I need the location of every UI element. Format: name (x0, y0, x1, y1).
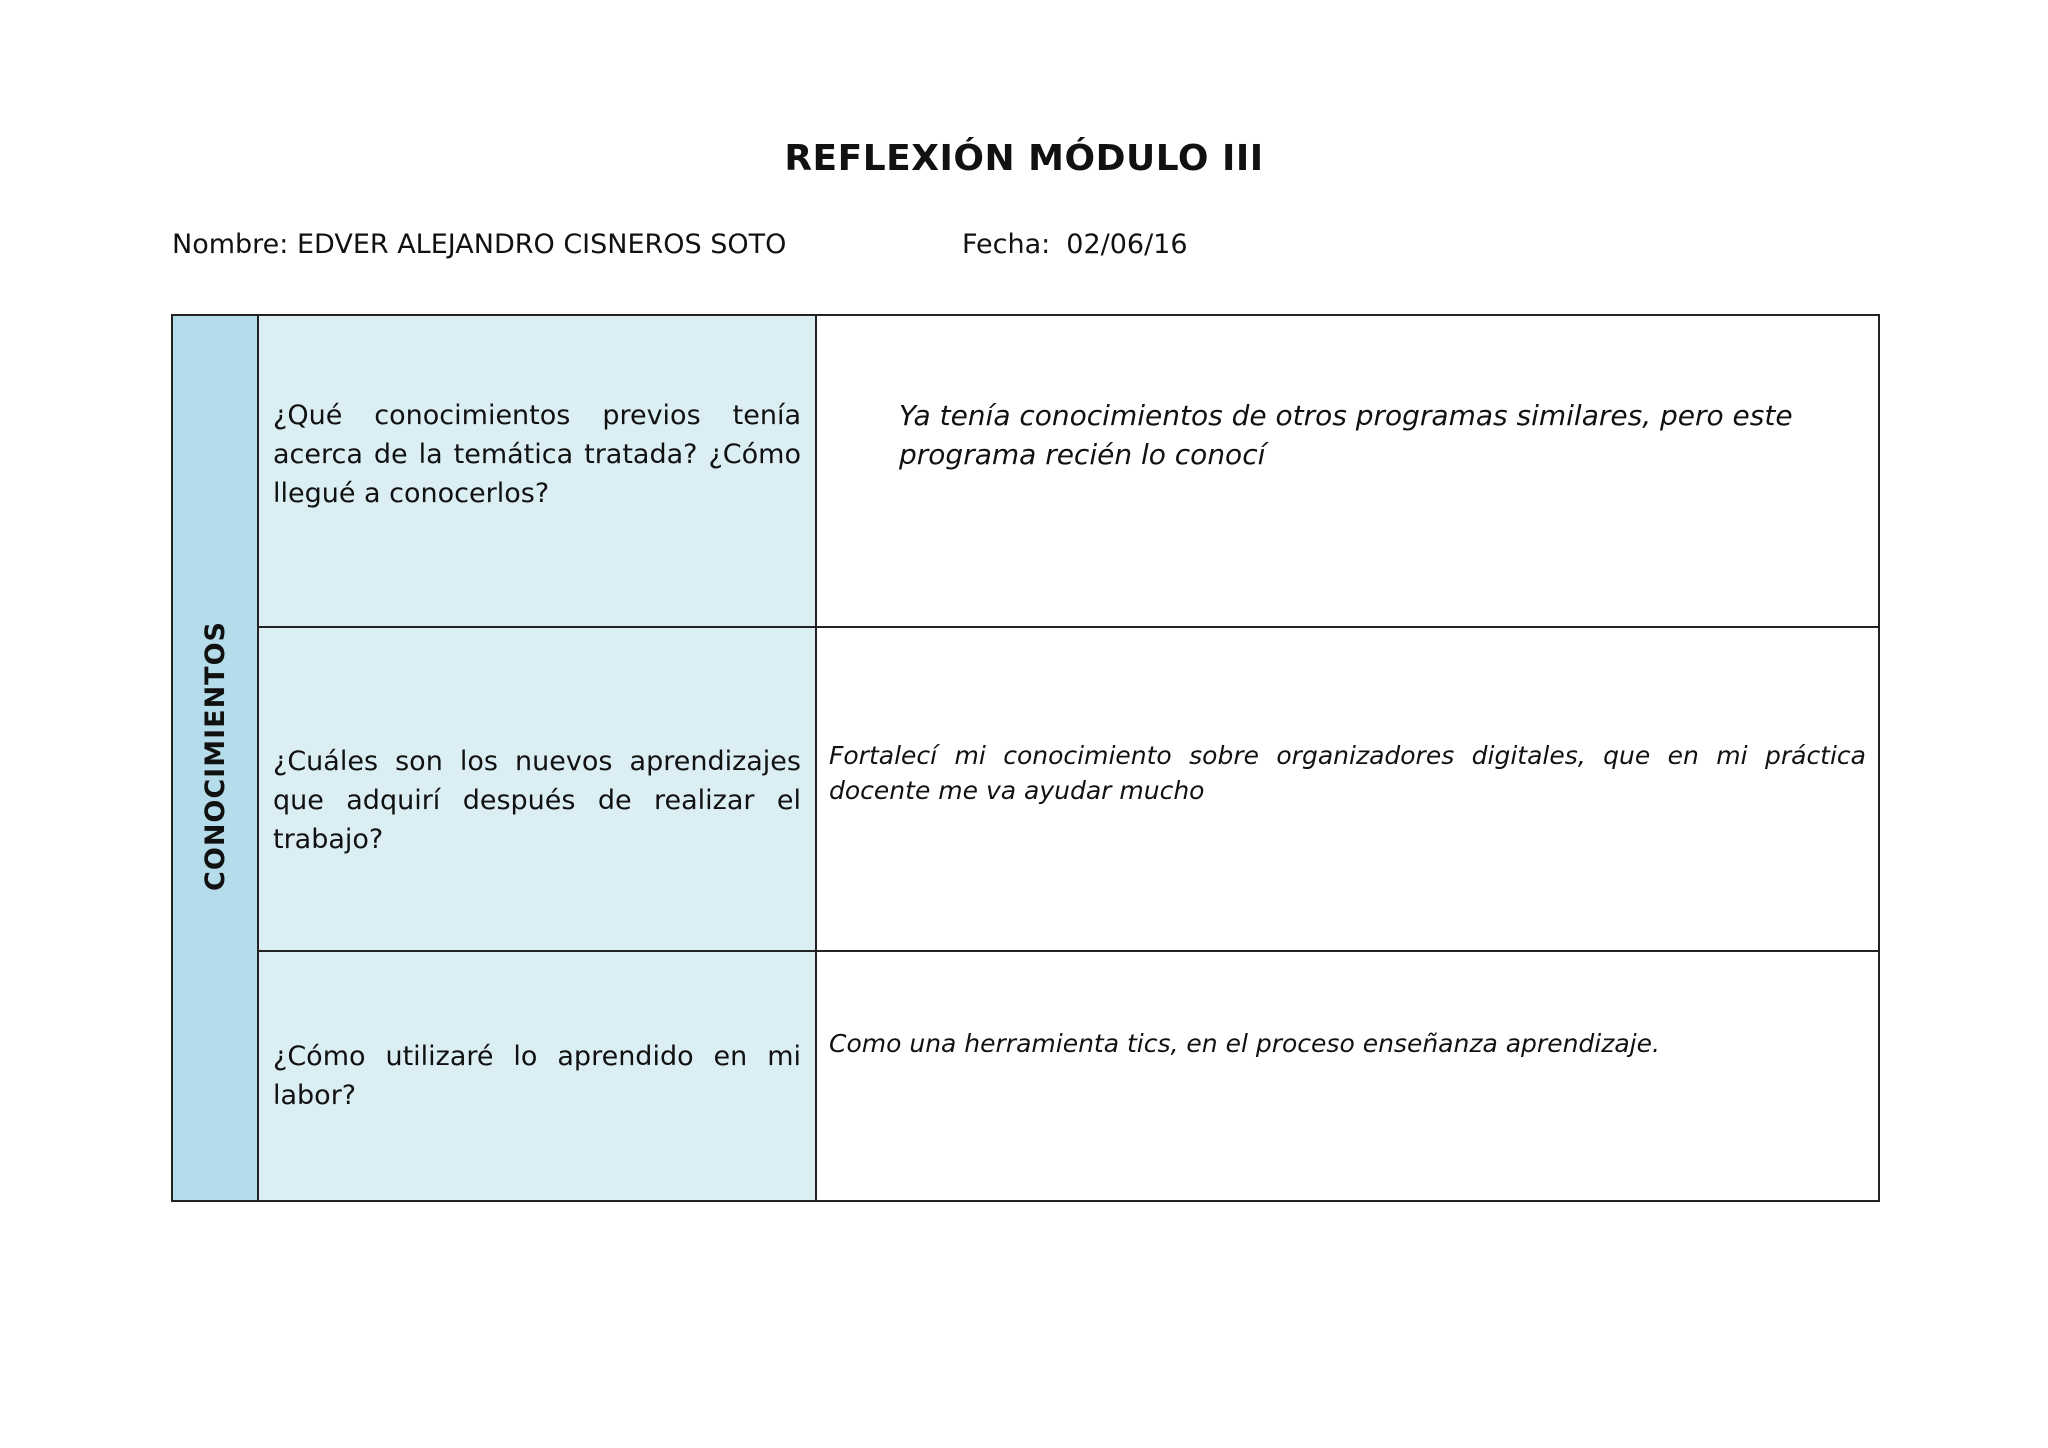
date-label: Fecha: (962, 229, 1051, 260)
name-label: Nombre: (172, 229, 289, 260)
question-cell (258, 315, 816, 627)
answer-cell (816, 627, 1879, 951)
question-cell (258, 627, 816, 951)
section-cell (172, 315, 258, 1201)
section-label: CONOCIMIENTOS (199, 621, 231, 891)
table-row (172, 951, 1879, 1201)
question-cell (258, 951, 816, 1201)
name-value: EDVER ALEJANDRO CISNEROS SOTO (296, 229, 787, 260)
answer-text: Como una herramienta tics, en el proceso enseñanza aprendizaje. (829, 1029, 1660, 1058)
answer-cell (816, 951, 1879, 1201)
date-line (962, 229, 1188, 260)
name-line (172, 229, 786, 260)
reflection-table (171, 314, 1880, 1202)
answer-text: Ya tenía conocimientos de otros programas similares, pero este programa recién lo conocí (899, 399, 1793, 471)
page-title: REFLEXIÓN MÓDULO III (784, 138, 1264, 179)
table-row (172, 315, 1879, 627)
question-text: ¿Cuáles son los nuevos aprendizajes que adquirí después de realizar el trabajo? (273, 746, 801, 855)
answer-cell (816, 315, 1879, 627)
date-value: 02/06/16 (1066, 229, 1188, 260)
question-text: ¿Cómo utilizaré lo aprendido en mi labor? (273, 1041, 801, 1111)
answer-text: Fortalecí mi conocimiento sobre organizadores digitales, que en mi práctica docente me va ayudar mucho (829, 741, 1866, 805)
table-row (172, 627, 1879, 951)
question-text: ¿Qué conocimientos previos tenía acerca de la temática tratada? ¿Cómo llegué a conocerlos? (273, 400, 801, 509)
